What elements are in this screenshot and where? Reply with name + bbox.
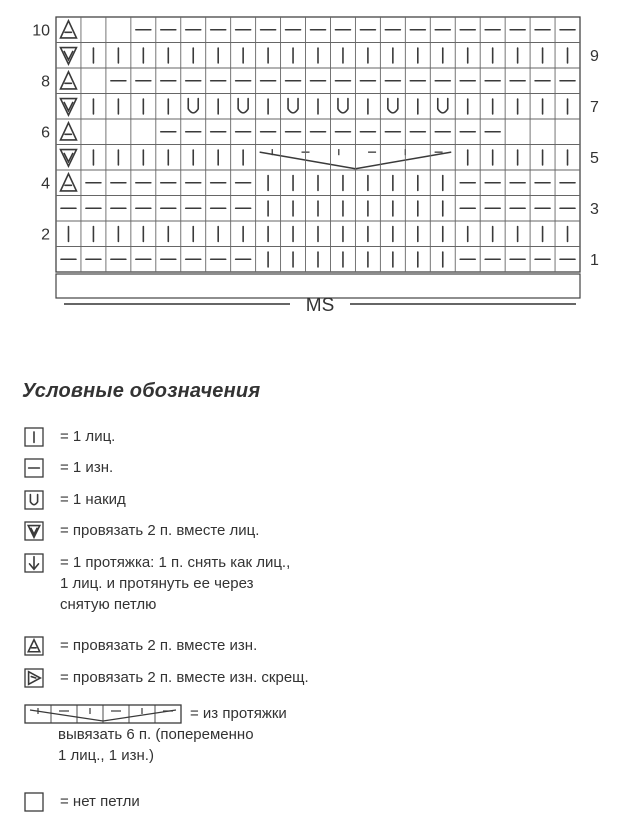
chart-cell-p2tog <box>505 196 530 222</box>
chart-cell-knit <box>231 221 256 247</box>
chart-cell-purl <box>555 119 580 145</box>
chart-cell-p2tog <box>56 119 81 145</box>
chart-cell-p2tog <box>131 68 156 94</box>
chart-cell-p2tog <box>131 170 156 196</box>
chart-cell-purl <box>81 119 106 145</box>
chart-cell-yarn-over <box>281 94 306 120</box>
chart-cell-knit <box>156 94 181 120</box>
chart-cell-purl <box>256 196 281 222</box>
chart-cell-purl <box>555 43 580 69</box>
chart-cell-p2tog <box>56 17 81 43</box>
chart-cell-knit <box>530 221 555 247</box>
chart-cell-p2tog <box>505 68 530 94</box>
chart-cell-p2tog <box>505 247 530 273</box>
legend-text: снятую петлю <box>60 596 157 613</box>
chart-cell-yarn-over <box>181 94 206 120</box>
chart-cell-p2tog <box>430 119 455 145</box>
chart-cell-p2tog <box>555 17 580 43</box>
chart-cell-knit <box>256 94 281 120</box>
chart-cell-purl <box>306 170 331 196</box>
chart-cell-purl <box>555 145 580 171</box>
chart-cell-p2tog <box>355 17 380 43</box>
legend-text: = 1 накид <box>60 491 126 508</box>
chart-cell-knit <box>131 221 156 247</box>
chart-cell-p2tog <box>106 170 131 196</box>
chart-cell-knit <box>455 94 480 120</box>
chart-cell-strand-6-part <box>430 145 455 171</box>
chart-cell-knit <box>106 145 131 171</box>
chart-cell-purl <box>131 119 156 145</box>
chart-cell-p2tog <box>106 68 131 94</box>
chart-cell-p2tog <box>480 247 505 273</box>
p2tog-icon <box>24 636 44 656</box>
chart-cell-knit <box>281 43 306 69</box>
chart-cell-purl <box>530 119 555 145</box>
chart-cell-p2tog <box>156 247 181 273</box>
knit-icon <box>24 427 44 447</box>
chart-cell-knit <box>530 94 555 120</box>
legend-text: = 1 протяжка: 1 п. снять как лиц., <box>60 554 291 571</box>
chart-cell-purl <box>81 43 106 69</box>
chart-cell-p2tog <box>231 247 256 273</box>
yarn-over-icon <box>24 490 44 510</box>
chart-cell-yarn-over <box>430 94 455 120</box>
chart-cell-p2tog <box>480 68 505 94</box>
chart-cell-p2tog <box>530 68 555 94</box>
chart-cell-knit <box>106 43 131 69</box>
chart-cell-p2tog <box>156 196 181 222</box>
chart-cell-knit <box>455 221 480 247</box>
chart-cell-p2tog <box>555 170 580 196</box>
chart-cell-p2tog <box>480 170 505 196</box>
chart-cell-purl <box>405 170 430 196</box>
chart-cell-p2tog <box>555 68 580 94</box>
chart-cell-p2tog <box>181 170 206 196</box>
chart-cell-p2tog <box>56 68 81 94</box>
chart-cell-p2tog <box>81 170 106 196</box>
chart-cell-purl <box>281 221 306 247</box>
chart-cell-knit <box>156 221 181 247</box>
chart-cell-p2tog <box>231 68 256 94</box>
chart-cell-p2tog <box>505 170 530 196</box>
chart-cell-knit <box>206 145 231 171</box>
chart-cell-p2tog <box>405 68 430 94</box>
chart-cell-knit <box>131 94 156 120</box>
chart-cell-knit <box>56 221 81 247</box>
chart-cell-purl <box>430 247 455 273</box>
chart-cell-knit <box>181 145 206 171</box>
chart-cell-strand-6-part <box>380 145 405 171</box>
chart-cell-knit <box>505 94 530 120</box>
chart-cell-p2tog <box>330 68 355 94</box>
knitting-chart <box>0 0 628 370</box>
chart-cell-p2tog <box>405 17 430 43</box>
chart-cell-purl <box>306 247 331 273</box>
chart-cell-purl <box>281 196 306 222</box>
chart-cell-p2tog <box>231 196 256 222</box>
chart-cell-purl <box>306 196 331 222</box>
chart-cell-knit <box>231 145 256 171</box>
row-number-left: 10 <box>32 22 50 40</box>
chart-cell-k2tog <box>56 94 81 120</box>
chart-cell-p2tog <box>181 119 206 145</box>
k2tog-icon <box>24 521 44 541</box>
chart-cell-knit <box>505 221 530 247</box>
strand-6-icon <box>24 704 182 724</box>
chart-cell-knit <box>430 43 455 69</box>
chart-cell-knit <box>555 94 580 120</box>
chart-cell-k2tog <box>56 43 81 69</box>
chart-cell-knit <box>306 43 331 69</box>
chart-cell-knit <box>131 43 156 69</box>
chart-cell-purl <box>355 247 380 273</box>
chart-cell-p2tog <box>530 196 555 222</box>
chart-cell-knit <box>181 221 206 247</box>
row-number-left: 6 <box>41 124 50 142</box>
chart-cell-knit <box>530 145 555 171</box>
chart-cell-knit <box>405 43 430 69</box>
chart-cell-p2tog <box>281 119 306 145</box>
chart-cell-p2tog <box>505 17 530 43</box>
chart-cell-knit <box>480 43 505 69</box>
chart-cell-p2tog <box>530 247 555 273</box>
chart-cell-p2tog <box>281 68 306 94</box>
chart-cell-p2tog <box>281 17 306 43</box>
ms-label: MS <box>305 295 335 316</box>
chart-cell-purl <box>355 196 380 222</box>
chart-cell-p2tog <box>455 68 480 94</box>
chart-cell-knit <box>256 43 281 69</box>
purl-icon <box>24 458 44 478</box>
chart-cell-knit <box>206 221 231 247</box>
chart-cell-purl <box>405 221 430 247</box>
chart-cell-p2tog <box>530 170 555 196</box>
chart-cell-p2tog <box>355 119 380 145</box>
chart-cell-knit <box>505 43 530 69</box>
chart-cell-p2tog <box>231 119 256 145</box>
chart-cell-p2tog <box>380 17 405 43</box>
legend-text: = провязать 2 п. вместе изн. скрещ. <box>60 669 309 686</box>
chart-cell-purl <box>380 247 405 273</box>
chart-cell-p2tog <box>330 17 355 43</box>
chart-cell-p2tog <box>256 119 281 145</box>
chart-cell-knit <box>355 43 380 69</box>
chart-cell-p2tog <box>380 68 405 94</box>
chart-cell-p2tog <box>81 196 106 222</box>
chart-cell-purl <box>330 221 355 247</box>
chart-cell-knit <box>330 43 355 69</box>
chart-cell-strand-6-part <box>306 145 331 171</box>
chart-cell-knit <box>455 145 480 171</box>
chart-cell-p2tog <box>156 68 181 94</box>
row-number-right: 5 <box>590 149 599 167</box>
row-number-right: 1 <box>590 251 599 269</box>
chart-cell-purl <box>380 170 405 196</box>
chart-cell-p2tog <box>106 247 131 273</box>
chart-cell-knit <box>131 145 156 171</box>
chart-cell-purl <box>306 221 331 247</box>
chart-cell-purl <box>81 68 106 94</box>
chart-cell-p2tog <box>206 196 231 222</box>
chart-cell-k2tog <box>56 145 81 171</box>
chart-cell-knit <box>355 94 380 120</box>
chart-cell-purl <box>430 221 455 247</box>
chart-cell-purl <box>405 247 430 273</box>
legend-text: 1 лиц. и протянуть ее через <box>60 575 254 592</box>
chart-cell-knit <box>455 43 480 69</box>
chart-cell-p2tog <box>206 247 231 273</box>
p2tog-crossed-icon <box>24 668 44 688</box>
chart-cell-yarn-over <box>330 94 355 120</box>
chart-cell-knit <box>206 43 231 69</box>
chart-cell-p2tog <box>131 17 156 43</box>
chart-cell-p2tog <box>355 68 380 94</box>
legend-title: Условные обозначения <box>22 380 261 402</box>
chart-cell-purl <box>330 170 355 196</box>
chart-cell-knit <box>231 43 256 69</box>
chart-cell-purl <box>430 196 455 222</box>
chart-cell-purl <box>405 196 430 222</box>
chart-cell-p2tog <box>131 196 156 222</box>
legend-text: = провязать 2 п. вместе изн. <box>60 637 258 654</box>
chart-cell-p2tog <box>555 196 580 222</box>
chart-cell-yarn-over <box>231 94 256 120</box>
chart-cell-p2tog <box>156 119 181 145</box>
chart-cell-knit <box>405 94 430 120</box>
chart-cell-purl <box>330 247 355 273</box>
chart-cell-purl <box>355 170 380 196</box>
chart-cell-purl <box>281 247 306 273</box>
chart-cell-p2tog <box>181 247 206 273</box>
chart-cell-purl <box>256 170 281 196</box>
chart-cell-purl <box>380 221 405 247</box>
chart-cell-p2tog <box>306 119 331 145</box>
chart-cell-p2tog <box>231 17 256 43</box>
chart-cell-purl <box>330 196 355 222</box>
chart-cell-p2tog <box>106 196 131 222</box>
legend-text: = 1 лиц. <box>60 428 116 445</box>
chart-cell-knit <box>106 94 131 120</box>
chart-cell-p2tog <box>206 170 231 196</box>
chart-cell-knit <box>156 145 181 171</box>
chart-cell-p2tog <box>430 17 455 43</box>
chart-cell-p2tog <box>555 247 580 273</box>
chart-cell-p2tog <box>455 119 480 145</box>
chart-cell-p2tog <box>56 196 81 222</box>
chart-cell-knit <box>380 43 405 69</box>
chart-cell-knit <box>505 145 530 171</box>
chart-cell-knit <box>306 94 331 120</box>
chart-cell-p2tog <box>206 119 231 145</box>
row-number-right: 7 <box>590 98 599 116</box>
chart-cell-p2tog <box>206 17 231 43</box>
chart-cell-purl <box>505 119 530 145</box>
chart-cell-p2tog <box>380 119 405 145</box>
chart-cell-p2tog <box>206 68 231 94</box>
chart-cell-p2tog <box>181 196 206 222</box>
chart-cell-p2tog <box>530 17 555 43</box>
chart-cell-yarn-over <box>380 94 405 120</box>
chart-cell-p2tog <box>156 17 181 43</box>
chart-cell-purl <box>430 170 455 196</box>
chart-cell-p2tog <box>56 247 81 273</box>
chart-cell-purl <box>106 17 131 43</box>
chart-cell-knit <box>480 145 505 171</box>
row-number-left: 2 <box>41 226 50 244</box>
chart-cell-knit <box>480 221 505 247</box>
chart-cell-p2tog <box>430 68 455 94</box>
chart-cell-p2tog <box>455 196 480 222</box>
chart-cell-p2tog <box>231 170 256 196</box>
chart-cell-p2tog <box>480 196 505 222</box>
chart-cell-purl <box>256 221 281 247</box>
chart-cell-knit <box>555 221 580 247</box>
chart-cell-knit <box>156 43 181 69</box>
chart-cell-p2tog <box>256 17 281 43</box>
chart-cell-p2tog <box>405 119 430 145</box>
chart-cell-purl <box>81 17 106 43</box>
no-stitch-icon <box>24 792 44 812</box>
strand-icon <box>24 553 44 573</box>
row-number-right: 9 <box>590 47 599 65</box>
row-number-left: 8 <box>41 73 50 91</box>
chart-cell-knit <box>81 94 106 120</box>
chart-cell-knit <box>480 94 505 120</box>
legend-text: = провязать 2 п. вместе лиц. <box>60 522 260 539</box>
chart-cell-p2tog <box>306 17 331 43</box>
chart-cell-strand-6-part <box>256 145 281 171</box>
chart-cell-knit <box>206 94 231 120</box>
legend-text: = нет петли <box>60 793 140 810</box>
chart-cell-knit <box>81 221 106 247</box>
row-number-left: 4 <box>41 175 50 193</box>
chart-cell-purl <box>380 196 405 222</box>
chart-cell-p2tog <box>256 68 281 94</box>
chart-cell-purl <box>530 43 555 69</box>
chart-cell-p2tog <box>156 170 181 196</box>
legend-text: = 1 изн. <box>60 459 114 476</box>
left-row-numbers <box>32 22 50 243</box>
chart-cell-p2tog <box>480 119 505 145</box>
right-row-numbers <box>590 48 599 269</box>
chart-cell-p2tog <box>330 119 355 145</box>
chart-cell-p2tog <box>56 170 81 196</box>
chart-cell-purl <box>106 119 131 145</box>
chart-cell-purl <box>355 221 380 247</box>
chart-cell-p2tog <box>81 247 106 273</box>
chart-cell-p2tog <box>480 17 505 43</box>
chart-cell-knit <box>181 43 206 69</box>
legend-text: 1 лиц., 1 изн.) <box>58 747 154 764</box>
chart-cell-p2tog <box>181 68 206 94</box>
chart-cell-purl <box>281 170 306 196</box>
legend-text: вывязать 6 п. (попеременно <box>58 726 254 743</box>
row-number-right: 3 <box>590 200 599 218</box>
chart-cell-knit <box>106 221 131 247</box>
chart-cell-purl <box>81 145 106 171</box>
chart-cell-p2tog <box>455 17 480 43</box>
chart-cell-p2tog <box>455 247 480 273</box>
legend-text: = из протяжки <box>190 705 287 722</box>
chart-cell-p2tog <box>306 68 331 94</box>
chart-cell-p2tog <box>455 170 480 196</box>
chart-cell-p2tog <box>181 17 206 43</box>
chart-cell-purl <box>256 247 281 273</box>
chart-cell-p2tog <box>131 247 156 273</box>
